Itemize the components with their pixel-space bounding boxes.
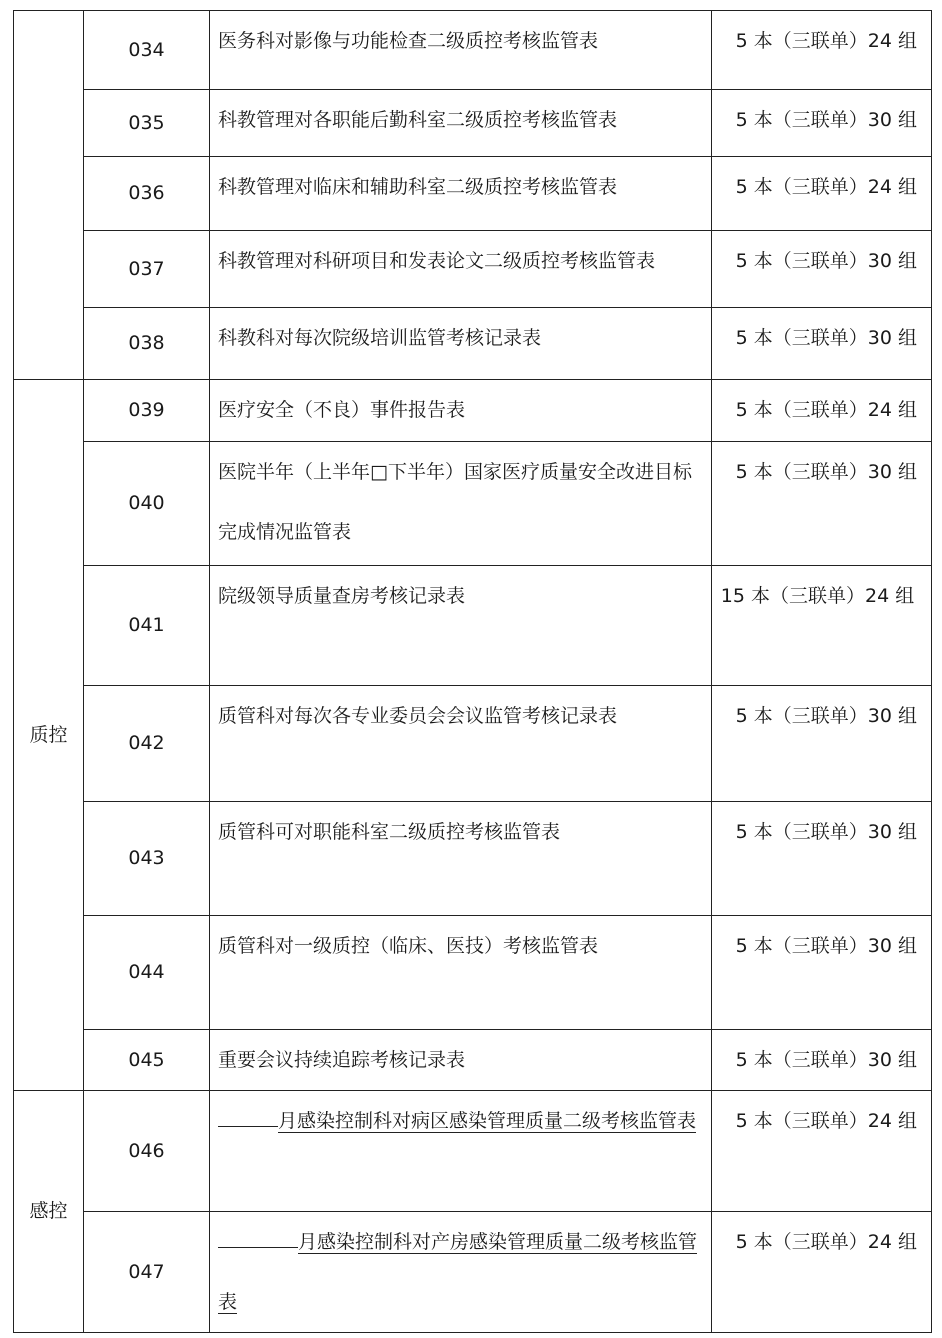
form-quantity: 5 本（三联单）30 组	[712, 308, 932, 380]
blank-line	[218, 1247, 298, 1248]
form-name: 质管科对一级质控（临床、医技）考核监管表	[210, 916, 712, 1030]
table-row	[14, 442, 932, 566]
form-quantity: 5 本（三联单）24 组	[712, 380, 932, 442]
table-row	[14, 686, 932, 802]
form-name-text: 月感染控制科对病区感染管理质量二级考核监管表	[278, 1110, 697, 1132]
form-quantity: 5 本（三联单）30 组	[712, 1030, 932, 1091]
form-quantity: 5 本（三联单）24 组	[712, 11, 932, 90]
table-row	[14, 1212, 932, 1333]
form-quantity: 15 本（三联单）24 组	[712, 566, 932, 686]
row-number: 045	[84, 1030, 210, 1091]
form-quantity: 5 本（三联单）30 组	[712, 686, 932, 802]
category-quality-control: 质控	[14, 380, 84, 1091]
row-number: 042	[84, 686, 210, 802]
table-row	[14, 1091, 932, 1212]
table-row	[14, 231, 932, 308]
table-row	[14, 802, 932, 916]
form-quantity: 5 本（三联单）30 组	[712, 802, 932, 916]
form-name	[210, 1212, 712, 1333]
form-quantity: 5 本（三联单）24 组	[712, 1091, 932, 1212]
form-name: 质管科可对职能科室二级质控考核监管表	[210, 802, 712, 916]
form-name: 医疗安全（不良）事件报告表	[210, 380, 712, 442]
table-row	[14, 308, 932, 380]
table-row	[14, 11, 932, 90]
table-row	[14, 380, 932, 442]
form-name	[210, 1091, 712, 1212]
form-name: 质管科对每次各专业委员会会议监管考核记录表	[210, 686, 712, 802]
blank-line	[218, 1126, 278, 1127]
row-number: 036	[84, 157, 210, 231]
row-number: 035	[84, 90, 210, 157]
row-number: 044	[84, 916, 210, 1030]
form-name: 院级领导质量查房考核记录表	[210, 566, 712, 686]
category-cell-previous	[14, 11, 84, 380]
form-name: 医院半年（上半年□下半年）国家医疗质量安全改进目标完成情况监管表	[210, 442, 712, 566]
form-quantity: 5 本（三联单）30 组	[712, 442, 932, 566]
form-name-text: 月感染控制科对产房感染管理质量二级考核监管表	[218, 1231, 698, 1313]
row-number: 039	[84, 380, 210, 442]
form-name: 医务科对影像与功能检查二级质控考核监管表	[210, 11, 712, 90]
table-row	[14, 916, 932, 1030]
form-name: 科教管理对各职能后勤科室二级质控考核监管表	[210, 90, 712, 157]
row-number: 040	[84, 442, 210, 566]
form-name: 重要会议持续追踪考核记录表	[210, 1030, 712, 1091]
form-name: 科教科对每次院级培训监管考核记录表	[210, 308, 712, 380]
row-number: 041	[84, 566, 210, 686]
table-row	[14, 90, 932, 157]
form-name: 科教管理对临床和辅助科室二级质控考核监管表	[210, 157, 712, 231]
form-name: 科教管理对科研项目和发表论文二级质控考核监管表	[210, 231, 712, 308]
form-quantity: 5 本（三联单）30 组	[712, 231, 932, 308]
row-number: 043	[84, 802, 210, 916]
row-number: 047	[84, 1212, 210, 1333]
form-quantity: 5 本（三联单）30 组	[712, 90, 932, 157]
form-quantity: 5 本（三联单）30 组	[712, 916, 932, 1030]
table-row	[14, 566, 932, 686]
row-number: 046	[84, 1091, 210, 1212]
form-inventory-table	[13, 10, 932, 1333]
row-number: 037	[84, 231, 210, 308]
form-quantity: 5 本（三联单）24 组	[712, 1212, 932, 1333]
row-number: 038	[84, 308, 210, 380]
form-quantity: 5 本（三联单）24 组	[712, 157, 932, 231]
category-infection-control: 感控	[14, 1091, 84, 1333]
row-number: 034	[84, 11, 210, 90]
table-row	[14, 157, 932, 231]
table-row	[14, 1030, 932, 1091]
